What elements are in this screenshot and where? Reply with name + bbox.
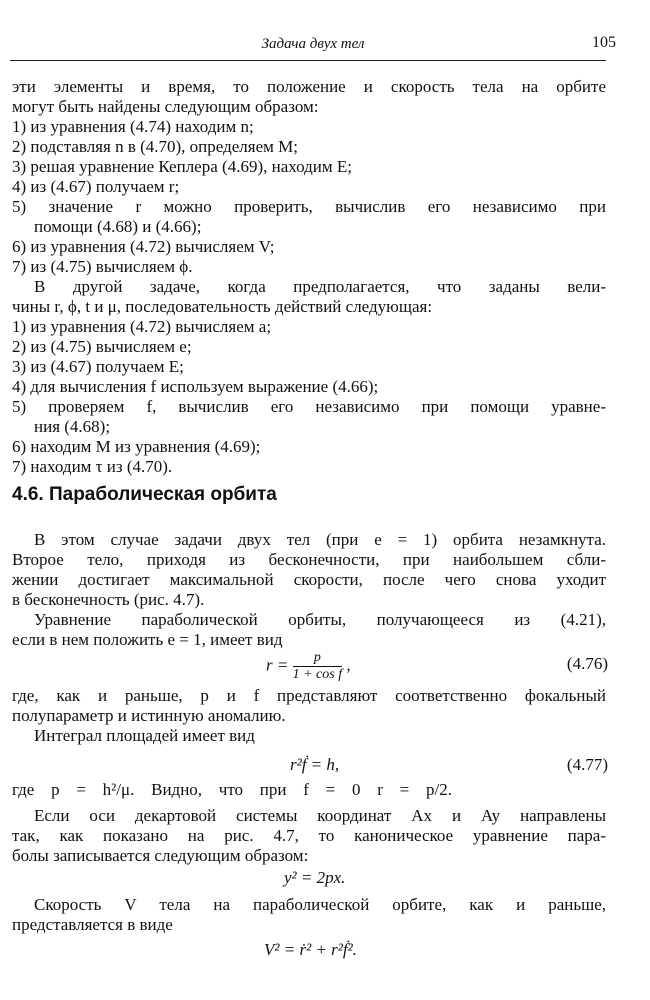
equation-number: (4.77) bbox=[566, 755, 608, 774]
equation-tail: , bbox=[346, 655, 351, 675]
text-line: могут быть найдены следующим образом: bbox=[12, 97, 319, 116]
paragraph-start: Уравнение параболической орбиты, получающееся из (4.21), bbox=[34, 610, 606, 629]
text-line: полупараметр и истинную аномалию. bbox=[12, 706, 286, 725]
list-item: 2) из (4.75) вычисляем e; bbox=[12, 337, 192, 356]
equation-parabola: y² = 2px. bbox=[284, 868, 346, 887]
list-item: 7) из (4.75) вычисляем ϕ. bbox=[12, 257, 193, 276]
list-item-continuation: ния (4.68); bbox=[34, 417, 111, 436]
list-item: 4) для вычисления f используем выражение (4.66); bbox=[12, 377, 379, 396]
fraction-numerator: p bbox=[293, 650, 343, 667]
text-line: если в нем положить e = 1, имеет вид bbox=[12, 630, 283, 649]
running-header bbox=[10, 34, 616, 58]
list-item: 1) из уравнения (4.72) вычисляем a; bbox=[12, 317, 272, 336]
text-line: где, как и раньше, p и f представляют соответственно фокальный bbox=[12, 686, 606, 705]
text-line: болы записывается следующим образом: bbox=[12, 846, 309, 865]
section-heading: 4.6. Параболическая орбита bbox=[12, 484, 277, 505]
equation-4-77: r²ḟ = h, bbox=[290, 755, 340, 774]
paragraph-start: Скорость V тела на параболической орбите, как и раньше, bbox=[34, 895, 606, 914]
text-line: Второе тело, приходя из бесконечности, при наибольшем сбли- bbox=[12, 550, 606, 569]
fraction-denominator: 1 + cos f bbox=[292, 667, 343, 682]
text-line: жении достигает максимальной скорости, после чего снова уходит bbox=[12, 570, 606, 589]
text-line: так, как показано на рис. 4.7, то каноническое уравнение пара- bbox=[12, 826, 606, 845]
text-line: представляется в виде bbox=[12, 915, 173, 934]
list-item: 6) находим M из уравнения (4.69); bbox=[12, 437, 261, 456]
list-item: 3) из (4.67) получаем E; bbox=[12, 357, 184, 376]
list-item: 2) подставляя n в (4.70), определяем M; bbox=[12, 137, 298, 156]
paragraph-start: Если оси декартовой системы координат Ax и Ay направлены bbox=[34, 806, 606, 825]
paragraph-start: В этом случае задачи двух тел (при e = 1) орбита незамкнута. bbox=[34, 530, 606, 549]
text-line: в бесконечность (рис. 4.7). bbox=[12, 590, 205, 609]
list-item: 3) решая уравнение Кеплера (4.69), находим E; bbox=[12, 157, 352, 176]
list-item: 7) находим τ из (4.70). bbox=[12, 457, 173, 476]
equation-4-76 bbox=[266, 650, 351, 683]
equation-lhs: r = bbox=[266, 655, 293, 675]
text-line: эти элементы и время, то положение и скорость тела на орбите bbox=[12, 77, 606, 96]
paragraph-start: Интеграл площадей имеет вид bbox=[34, 726, 255, 745]
text-line: чины r, ϕ, t и μ, последовательность действий следующая: bbox=[12, 297, 433, 316]
list-item: 4) из (4.67) получаем r; bbox=[12, 177, 180, 196]
equation-number: (4.76) bbox=[566, 654, 608, 673]
page-number: 105 bbox=[592, 34, 616, 51]
header-rule bbox=[10, 60, 606, 61]
text-line: где p = h²/μ. Видно, что при f = 0 r = p/2. bbox=[12, 780, 452, 799]
list-item-continuation: помощи (4.68) и (4.66); bbox=[34, 217, 202, 236]
equation-fraction bbox=[293, 650, 343, 683]
list-item: 5) значение r можно проверить, вычислив его независимо при bbox=[12, 197, 606, 216]
list-item: 5) проверяем f, вычислив его независимо при помощи уравне- bbox=[12, 397, 606, 416]
equation-velocity: V² = ṙ² + r²ḟ². bbox=[264, 940, 357, 959]
list-item: 1) из уравнения (4.74) находим n; bbox=[12, 117, 254, 136]
running-title: Задача двух тел bbox=[261, 36, 365, 52]
paragraph-start: В другой задаче, когда предполагается, что заданы вели- bbox=[34, 277, 606, 296]
list-item: 6) из уравнения (4.72) вычисляем V; bbox=[12, 237, 275, 256]
